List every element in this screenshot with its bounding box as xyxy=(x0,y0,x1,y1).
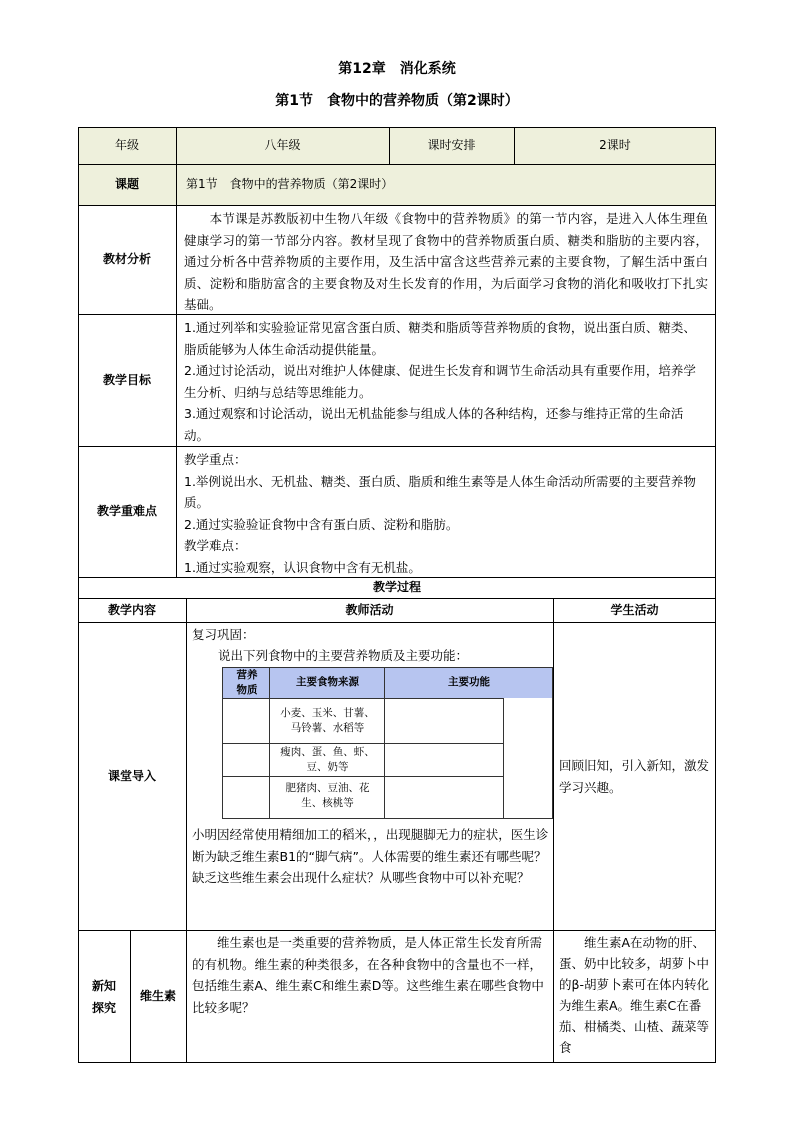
keypoints-text xyxy=(178,447,714,576)
function-header: 主要功能 xyxy=(448,676,490,688)
col-teacher-header: 教师活动 xyxy=(345,602,394,617)
schedule-label: 课时安排 xyxy=(427,138,476,152)
topic-value: 第1节 食物中的营养物质（第2课时） xyxy=(186,177,394,191)
explore-label: 新知 探究 xyxy=(91,978,116,1015)
source-cell: 瘦肉、蛋、鱼、虾、 豆、奶等 xyxy=(280,746,375,773)
nutrient-header: 营养 物质 xyxy=(236,669,258,696)
nutrient-table xyxy=(222,667,553,819)
analysis-text: 本节课是苏教版初中生物八年级《食物中的营养物质》的第一节内容，是进入人体生理鱼健康学习的第一节部分内容。教材呈现了食物中的营养物质蛋白质、糖类和脂肪的主要内容，通过分析各中营养物质的主要作用，及生活中富含这些营养元素的主要食物，了解生活中蛋白质、淀粉和脂肪富含的主要食物及对生长发育的作用，为后面学习食物的消化和吸收打下扎实基础。 xyxy=(184,211,708,312)
source-cell: 小麦、玉米、甘薯、 马铃薯、水稻等 xyxy=(280,707,375,734)
section-title: 第1节 食物中的营养物质（第2课时） xyxy=(275,93,519,109)
review-title: 复习巩固： xyxy=(192,627,255,642)
source-cell: 肥猪肉、豆油、花 生、核桃等 xyxy=(285,782,370,809)
schedule-value: 2课时 xyxy=(599,138,631,152)
review-prompt: 说出下列食物中的主要营养物质及主要功能： xyxy=(218,648,469,663)
vitamin-label: 维生素 xyxy=(139,989,176,1003)
focus-item: 1.举例说出水、无机盐、糖类、蛋白质、脂质和维生素等是人体生命活动所需要的主要营养物质。 xyxy=(184,473,696,510)
goals-list xyxy=(178,315,714,445)
goal-item: 2.通过讨论活动，说出对维护人体健康、促进生长发育和调节生命活动具有重要作用，培养学生分析、归纳与总结等思维能力。 xyxy=(184,363,696,400)
story-text: 小明因经常使用精细加工的稻米，，出现腿脚无力的症状，医生诊断为缺乏维生素B1的“脚气病”。人体需要的维生素还有哪些呢？缺乏这些维生素会出现什么症状？从哪些食物中可以补充呢？ xyxy=(192,827,549,885)
intro-label: 课堂导入 xyxy=(107,768,156,783)
explore-teacher-activity: 维生素也是一类重要的营养物质，是人体正常生长发育所需的有机物。维生素的种类很多，在各种食物中的含量也不一样，包括维生素A、维生素C和维生素D等。这些维生素在哪些食物中比较多呢？ xyxy=(192,935,544,1015)
process-title: 教学过程 xyxy=(372,580,421,594)
goal-item: 3.通过观察和讨论活动，说出无机盐能参与组成人体的各种结构，还参与维持正常的生命活动。 xyxy=(184,406,684,443)
intro-student-activity: 回顾旧知，引入新知，激发学习兴趣。 xyxy=(559,758,710,795)
col-content-header: 教学内容 xyxy=(107,602,156,617)
source-header: 主要食物来源 xyxy=(296,676,359,688)
grade-value: 八年级 xyxy=(264,138,301,152)
goals-label: 教学目标 xyxy=(102,372,151,387)
explore-student-activity: 维生素A在动物的肝、蛋、奶中比较多，胡萝卜中的β-胡萝卜素可在体内转化为维生素A。维生素C在番茄、柑橘类、山楂、蔬菜等食 xyxy=(559,935,710,1055)
keypoints-label: 教学重难点 xyxy=(96,504,157,518)
difficulty-title: 教学难点： xyxy=(184,538,247,553)
col-student-header: 学生活动 xyxy=(610,602,659,617)
analysis-label: 教材分析 xyxy=(102,252,151,266)
grade-label: 年级 xyxy=(114,138,139,152)
focus-item: 2.通过实验验证食物中含有蛋白质、淀粉和脂肪。 xyxy=(184,516,459,532)
focus-title: 教学重点： xyxy=(184,452,247,467)
chapter-title: 第12章 消化系统 xyxy=(338,61,456,77)
goal-item: 1.通过列举和实验验证常见富含蛋白质、糖类和脂质等营养物质的食物，说出蛋白质、糖类、脂质能够为人体生命活动提供能量。 xyxy=(184,320,696,357)
topic-label: 课题 xyxy=(114,177,139,191)
difficulty-item: 1.通过实验观察，认识食物中含有无机盐。 xyxy=(184,559,421,575)
